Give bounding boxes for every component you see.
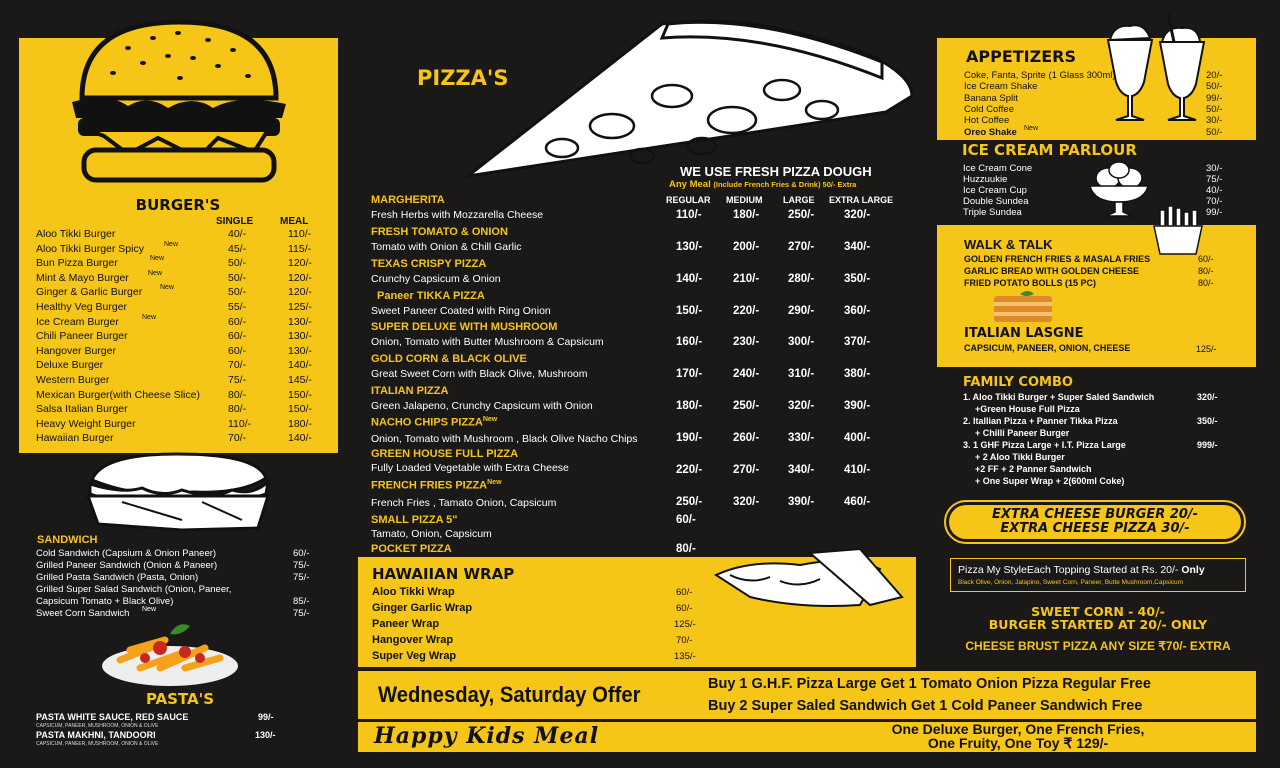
pizza-price: 200/- [733, 241, 760, 253]
pizza-item-desc: French Fries , Tamato Onion, Capsicum [371, 497, 557, 509]
icecream-title: ICE CREAM PARLOUR [962, 141, 1137, 159]
wrap-item-name: Hangover Wrap [372, 634, 454, 646]
list-item: Grilled Pasta Sandwich (Pasta, Onion) 75/- [36, 572, 310, 583]
list-item: Aloo Tikki Burger 40/- 110/- [36, 228, 312, 240]
list-item: GARLIC BREAD WITH GOLDEN CHEESE 80/- [964, 266, 1214, 276]
pizza-item-desc: Crunchy Capsicum & Onion [371, 273, 501, 285]
combo-1-price: 320/- [1197, 392, 1218, 402]
combo-3-line3: +2 FF + 2 Panner Sandwich [975, 464, 1092, 474]
pizza-item-name: GOLD CORN & BLACK OLIVE [371, 353, 527, 365]
pizza-price: 340/- [844, 241, 871, 253]
list-item: Ice Cream Cup 40/- [963, 185, 1223, 196]
walk-list [964, 253, 1228, 289]
burger-col-single: SINGLE [216, 216, 254, 227]
lasagne-desc: CAPSICUM, PANEER, ONION, CHEESE [964, 343, 1131, 353]
list-item: Chili Paneer Burger 60/- 130/- [36, 330, 312, 343]
pizza-item-desc: Fully Loaded Vegetable with Extra Cheese [371, 462, 569, 474]
mystyle-sub: Black Olive, Onion, Jalapino, Sweet Corn, Paneer, Butte Mushroom,Capsicum [958, 579, 1184, 586]
lasagne-price: 125/- [1196, 344, 1217, 354]
pasta-item-2-price: 130/- [255, 730, 276, 740]
pizza-price: 140/- [676, 273, 703, 285]
size-large: LARGE [783, 195, 815, 205]
list-item: Deluxe Burger 70/- 140/- [36, 359, 312, 372]
mystyle-label: Pizza My StyleEach Topping Started at Rs. 20/- [958, 564, 1179, 576]
pizza-price: 180/- [676, 400, 703, 412]
list-item: Oreo Shake New 50/- [964, 124, 1223, 138]
list-item: Grilled Super Salad Sandwich (Onion, Paneer, Capsicum Tomato + Black Olive) 85/- [36, 584, 310, 607]
combo-1-line2: +Green House Full Pizza [975, 404, 1080, 414]
wrap-list [372, 586, 702, 666]
pizza-price: 390/- [788, 496, 815, 508]
list-item: Cold Sandwich (Capsium & Onion Paneer) 60/- [36, 548, 310, 559]
list-item: Ice Cream Shake 50/- [964, 81, 1223, 93]
pizza-price: 220/- [676, 464, 703, 476]
fries-illustration [1150, 206, 1206, 256]
combo-3-price: 999/- [1197, 440, 1218, 450]
pasta-title: PASTA'S [145, 690, 215, 708]
pizza-tagline: WE USE FRESH PIZZA DOUGH [680, 164, 872, 179]
pizza-price: 400/- [844, 432, 871, 444]
mystyle-only: Only [1181, 564, 1205, 576]
pizza-price: 240/- [733, 368, 760, 380]
pizza-price: 300/- [788, 336, 815, 348]
pizza-price: 150/- [676, 305, 703, 317]
size-extra-large: EXTRA LARGE [829, 195, 894, 205]
pizza-price: 380/- [844, 368, 871, 380]
wrap-item-price: 70/- [676, 635, 693, 646]
pizza-item-name: FRENCH FRIES $PIZZA^{New}$ [371, 479, 502, 492]
burger-col-meal: MEAL [280, 216, 309, 227]
wrap-item-name: Aloo Tikki Wrap [372, 586, 455, 598]
combo-title: FAMILY COMBO [963, 375, 1073, 390]
burger-started: BURGER STARTED AT 20/- ONLY [988, 617, 1208, 632]
extra-cheese-pizza: EXTRA CHEESE PIZZA 30/- [1000, 521, 1190, 536]
list-item: Hangover Burger 60/- 130/- [36, 344, 312, 357]
pizza-price: 180/- [733, 209, 760, 221]
pizza-list [371, 194, 911, 556]
size-regular: REGULAR [666, 195, 711, 205]
pizza-price: 340/- [788, 464, 815, 476]
pizza-item-desc: Fresh Herbs with Mozzarella Cheese [371, 209, 544, 221]
list-item: Double Sundea 70/- [963, 196, 1223, 207]
list-item: Triple Sundea 99/- [963, 207, 1223, 218]
pizza-price: 360/- [844, 305, 871, 317]
pizza-price: 390/- [844, 400, 871, 412]
list-item: Banana Split 99/- [964, 92, 1223, 104]
pizza-price: 370/- [844, 336, 871, 348]
list-item: Aloo Tikki Burger Spicy New 45/- 115/- [36, 240, 312, 255]
pizza-item-desc: Tomato with Onion & Chill Garlic [371, 241, 522, 253]
list-item: Huzzuukie 75/- [963, 174, 1223, 185]
list-item: Western Burger 75/- 145/- [36, 374, 312, 386]
list-item: Ice Cream Burger New 60/- 130/- [36, 313, 312, 328]
list-item: FRIED POTATO BOLLS (15 PC) 80/- [964, 278, 1214, 288]
pizza-item-desc: Green Jalapeno, Crunchy Capsicum with Onion [371, 400, 593, 412]
pizza-item-name: SMALL PIZZA 5" [371, 514, 458, 526]
pizza-price: 320/- [844, 209, 871, 221]
wrap-item-price: 60/- [676, 587, 693, 598]
list-item: Ice Cream Cone 30/- [963, 163, 1223, 174]
list-item: Hawaiian Burger 70/- 140/- [36, 432, 312, 445]
wrap-item-name: Paneer Wrap [372, 618, 440, 630]
wrap-item-price: 125/- [674, 619, 696, 630]
list-item: Heavy Weight Burger 110/- 180/- [36, 417, 312, 430]
list-item: Bun Pizza Burger New 50/- 120/- [36, 255, 312, 270]
pasta-item-1-sub: CAPSICUM, PANEER, MUSHROOM, ONION & OLIVE [36, 723, 159, 729]
pizza-item-name: GREEN HOUSE FULL PIZZA [371, 448, 519, 460]
pizza-price: 110/- [676, 209, 702, 221]
combo-2-price: 350/- [1197, 416, 1218, 426]
wrap-illustration [710, 545, 910, 615]
appetizers-title: APPETIZERS [966, 47, 1077, 66]
pizza-price: 250/- [788, 209, 815, 221]
burger-title: BURGER'S [135, 196, 221, 214]
pizza-price: 80/- [676, 543, 696, 555]
mystyle-text [958, 564, 1205, 576]
cheese-brust: CHEESE BRUST PIZZA ANY SIZE ₹70/- EXTRA [965, 639, 1231, 653]
sandwich-list [36, 548, 336, 620]
pizza-price: 270/- [788, 241, 815, 253]
kids-line2: One Fruity, One Toy ₹ 129/- [927, 735, 1109, 751]
pizza-slice-illustration [462, 16, 922, 188]
pizza-price: 230/- [733, 336, 760, 348]
combo-3-line2: + 2 Aloo Tikki Burger [975, 452, 1065, 462]
combo-3-line4: + One Super Wrap + 2(600ml Coke) [975, 476, 1125, 486]
pizza-price: 460/- [844, 496, 871, 508]
kids-line1: One Deluxe Burger, One French Fries, [891, 721, 1145, 737]
pizza-price: 320/- [733, 496, 760, 508]
list-item: GOLDEN FRENCH FRIES & MASALA FRIES 60/- [964, 254, 1214, 264]
list-item: Salsa Italian Burger 80/- 150/- [36, 403, 312, 416]
sweetcorn-price: SWEET CORN - 40/- [1031, 604, 1165, 619]
pizza-meal-note [669, 179, 856, 190]
combo-1-line1: 1. Aloo Tikki Burger + Super Saled Sandwich [963, 392, 1155, 402]
pizza-price: 130/- [676, 241, 703, 253]
offer-line2: Buy 2 Super Saled Sandwich Get 1 Cold Paneer Sandwich Free [708, 698, 1143, 714]
list-item: Hot Coffee 30/- [964, 115, 1223, 127]
list-item: Healthy Veg Burger 55/- 125/- [36, 301, 312, 313]
pizza-meal-note-sub: (Include French Fries & Drink) 50/- Extra [713, 180, 857, 189]
pizza-item-desc: Tamato, Onion, Capsicum [371, 528, 492, 540]
pizza-price: 250/- [733, 400, 760, 412]
pizza-price: 410/- [844, 464, 871, 476]
pizza-item-name: ITALIAN PIZZA [371, 385, 449, 397]
list-item: Ginger & Garlic Burger New 50/- 120/- [36, 284, 312, 299]
pizza-price: 220/- [733, 305, 760, 317]
pizza-title: PIZZA'S [417, 66, 509, 90]
wrap-title: HAWAIIAN WRAP [372, 565, 515, 583]
lasagne-title: ITALIAN LASGNE [964, 326, 1084, 341]
combo-list [963, 392, 1233, 488]
list-item: Mint & Mayo Burger New 50/- 120/- [36, 269, 312, 284]
combo-3-line1: 3. 1 GHF Pizza Large + I.T. Pizza Large [963, 440, 1126, 450]
burger-illustration [68, 18, 290, 188]
wrap-item-price: 135/- [674, 651, 696, 662]
list-item: Coke, Fanta, Sprite (1 Glass 300ml) 20/- [964, 70, 1223, 81]
wrap-item-name: Super Veg Wrap [372, 650, 457, 662]
pizza-price: 350/- [844, 273, 871, 285]
pizza-price: 280/- [788, 273, 815, 285]
pizza-item-name: POCKET PIZZA [371, 543, 452, 555]
list-item: Sweet Corn Sandwich New 75/- [36, 606, 310, 619]
size-medium: MEDIUM [726, 195, 763, 205]
pizza-item-name: NACHO CHIPS $PIZZA^{New}$ [371, 416, 498, 429]
combo-2-line2: + Chilli Paneer Burger [975, 428, 1070, 438]
pizza-item-name: MARGHERITA [371, 194, 445, 206]
pizza-item-name: Paneer TIKKA PIZZA [377, 290, 485, 302]
pasta-item-1-price: 99/- [258, 712, 274, 722]
list-item: Cold Coffee 50/- [964, 103, 1223, 115]
pizza-price: 290/- [788, 305, 815, 317]
pizza-item-desc: Onion, Tomato with Mushroom , Black Olive Nacho Chips [371, 433, 638, 445]
pizza-price: 160/- [676, 336, 703, 348]
pizza-price: 170/- [676, 368, 703, 380]
pizza-meal-note-label: Any Meal [669, 179, 711, 190]
burger-list [36, 227, 336, 447]
pasta-list [36, 712, 336, 752]
pizza-price: 320/- [788, 400, 815, 412]
pizza-item-desc: Great Sweet Corn with Black Olive, Mushroom [371, 368, 588, 380]
pizza-price: 260/- [733, 432, 760, 444]
wrap-item-price: 60/- [676, 603, 693, 614]
pizza-item-name: FRESH TOMATO & ONION [371, 226, 508, 238]
walk-title: WALK & TALK [964, 237, 1053, 252]
sandwich-illustration [82, 450, 272, 532]
offer-title: Wednesday, Saturday Offer [378, 682, 641, 707]
pizza-price: 210/- [733, 273, 760, 285]
pizza-price: 270/- [733, 464, 760, 476]
pizza-price: 60/- [676, 514, 696, 526]
pizza-item-name: TEXAS CRISPY PIZZA [371, 258, 487, 270]
kids-title: Happy Kids Meal [374, 723, 600, 749]
appetizers-list [964, 70, 1228, 140]
pasta-item-1-name: PASTA WHITE SAUCE, RED SAUCE [36, 712, 189, 722]
pizza-price: 310/- [788, 368, 815, 380]
offer-line1: Buy 1 G.H.F. Pizza Large Get 1 Tomato Onion Pizza Regular Free [708, 676, 1151, 692]
pizza-price: 250/- [676, 496, 703, 508]
pasta-illustration [100, 618, 240, 688]
pizza-price: 330/- [788, 432, 815, 444]
pasta-item-2-sub: CAPSICUM, PANEER, MUSHROOM, ONION & OLIVE [36, 741, 159, 747]
list-item: Mexican Burger(with Cheese Slice) 80/- 150/- [36, 388, 312, 401]
pizza-item-desc: Onion, Tomato with Butter Mushroom & Capsicum [371, 336, 604, 348]
pasta-item-2-name: PASTA MAKHNI, TANDOORI [36, 730, 156, 740]
pizza-item-name: SUPER DELUXE WITH MUSHROOM [371, 321, 558, 333]
pizza-price: 190/- [676, 432, 703, 444]
list-item: Grilled Paneer Sandwich (Onion & Paneer) 75/- [36, 560, 310, 571]
wrap-item-name: Ginger Garlic Wrap [372, 602, 473, 614]
sandwich-title: SANDWICH [37, 534, 98, 546]
extra-cheese-burger: EXTRA CHEESE BURGER 20/- [991, 507, 1199, 522]
combo-2-line1: 2. Itallian Pizza + Panner Tikka Pizza [963, 416, 1118, 426]
pizza-item-desc: Sweet Paneer Coated with Ring Onion [371, 305, 551, 317]
lasagne-illustration [990, 290, 1056, 326]
